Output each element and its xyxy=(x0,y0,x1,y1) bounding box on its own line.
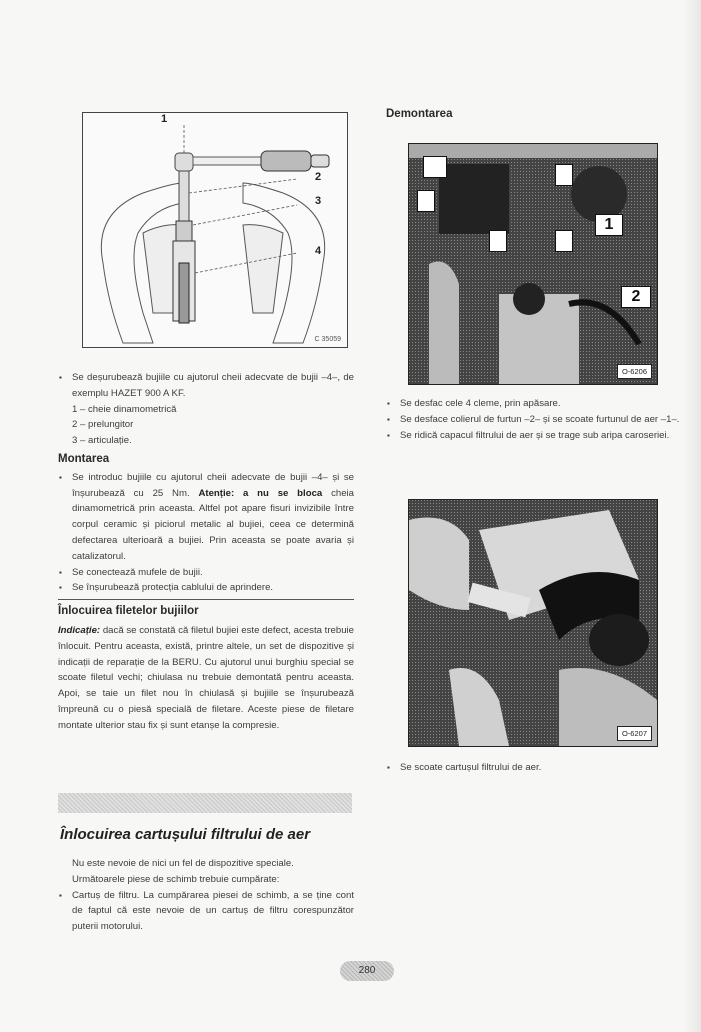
clamp-label-2: 2 xyxy=(621,286,651,308)
engine-photo-2-image xyxy=(409,500,657,746)
removal-steps xyxy=(386,396,682,443)
hose-label-1: 1 xyxy=(595,214,623,236)
engine-photo-1-image xyxy=(409,144,657,384)
section-heading-montarea: Montarea xyxy=(58,452,110,465)
callout-1: 1 xyxy=(161,113,168,125)
final-step xyxy=(386,760,682,776)
clip-arrow-3 xyxy=(489,230,507,252)
engine-photo-2 xyxy=(408,499,658,747)
montarea-bullet-2: ▪ Se conectează mufele de bujii. xyxy=(58,565,354,581)
section-heading-demontarea: Demontarea xyxy=(386,108,453,120)
air-filter-bullet-1: ▪ Cartuș de filtru. La cumpărarea piesei de schimb, a se ține cont de faptul că este nevoie de un cartuș de filtru corespunzător puterii motorului. xyxy=(58,888,354,935)
section-heading-filete: Înlocuirea filetelor bujiilor xyxy=(58,605,199,618)
clip-arrow-5 xyxy=(555,164,573,186)
photo-1-code: O-6206 xyxy=(617,364,652,379)
clip-arrow-4 xyxy=(555,230,573,252)
air-filter-section xyxy=(58,856,354,935)
montarea-bullet-1 xyxy=(58,470,354,565)
air-filter-paragraph-1: Nu este nevoie de nici un fel de dispozitive speciale. xyxy=(72,858,294,869)
removal-step-1: ▪ Se desfac cele 4 cleme, prin apăsare. xyxy=(386,396,682,412)
page-number: 280 xyxy=(340,961,394,981)
clip-arrow-1 xyxy=(423,156,447,178)
callout-3: 3 xyxy=(315,195,322,207)
section-separator-band xyxy=(58,793,352,813)
section-title-air-filter: Înlocuirea cartușului filtrului de aer xyxy=(60,826,311,843)
montarea-text-pre: Se introduc bujiile cu ajutorul cheii adecvate de bujii –4– și se înșurubează cu 25 Nm. xyxy=(72,471,354,499)
note-label: Indicație: xyxy=(58,624,101,636)
warning-text: Atenție: a nu se bloca xyxy=(198,487,323,499)
photo-2-code: O-6207 xyxy=(617,726,652,741)
removal-step-2: ▪ Se desface colierul de furtun –2– și se scoate furtunul de aer –1–. xyxy=(386,412,682,428)
removal-instruction: ▪ Se deșurubează bujiile cu ajutorul cheii adecvate de bujii –4–, de exemplu HAZET 900 A KF. xyxy=(58,370,354,402)
legend-item-1: 1 – cheie dinamometrică xyxy=(72,403,177,415)
callout-4: 4 xyxy=(315,245,322,257)
legend-item-3: 3 – articulație. xyxy=(72,435,132,447)
section-divider xyxy=(58,599,354,600)
montarea-bullet-3: ▪ Se înșurubează protecția cablului de aprindere. xyxy=(58,580,354,596)
final-step-bullet: ▪ Se scoate cartușul filtrului de aer. xyxy=(386,760,682,776)
figure-code: C 35059 xyxy=(314,336,341,343)
engine-photo-1 xyxy=(408,143,658,385)
clip-arrow-2 xyxy=(417,190,435,212)
callout-2: 2 xyxy=(315,171,322,183)
page-edge-shadow xyxy=(683,0,701,1032)
right-column xyxy=(386,108,682,120)
montarea-text-post: cheia dinamometrică prin aceasta. Altfel pot apare fisuri invizibile între corpul ceramic și piciorul metalic al bujiei, ceea ce determină defectarea ulterioară a bujiei. Prin aceasta se poate avaria și catalizatorul. xyxy=(72,487,355,562)
left-column xyxy=(58,370,354,734)
air-filter-paragraph-2: Următoarele piese de schimb trebuie cumpărate: xyxy=(72,873,280,885)
spark-plug-tool-figure xyxy=(82,112,348,348)
filete-note xyxy=(58,623,354,734)
tool-drawing xyxy=(83,113,347,347)
legend-item-2: 2 – prelungitor xyxy=(72,419,134,431)
note-text: dacă se constată că filetul bujiei este defect, acesta trebuie înlocuit. Pentru aceasta, există, printre altele, un set de dispozitive și indicații de reparație de la BERU. Cu ajutorul unui burghiu special se scoate filetul vechi; chiulasa nu trebuie demontată pentru aceasta. Apoi, se taie un filet nou în chiulasă și bujiile se înșurubează împreună cu o piesă specială de filetare. Aceste piese de filetare montate ulterior stau fix și sunt etanșe la compresie. xyxy=(58,624,354,731)
removal-step-3: ▪ Se ridică capacul filtrului de aer și se trage sub aripa caroseriei. xyxy=(386,428,682,444)
